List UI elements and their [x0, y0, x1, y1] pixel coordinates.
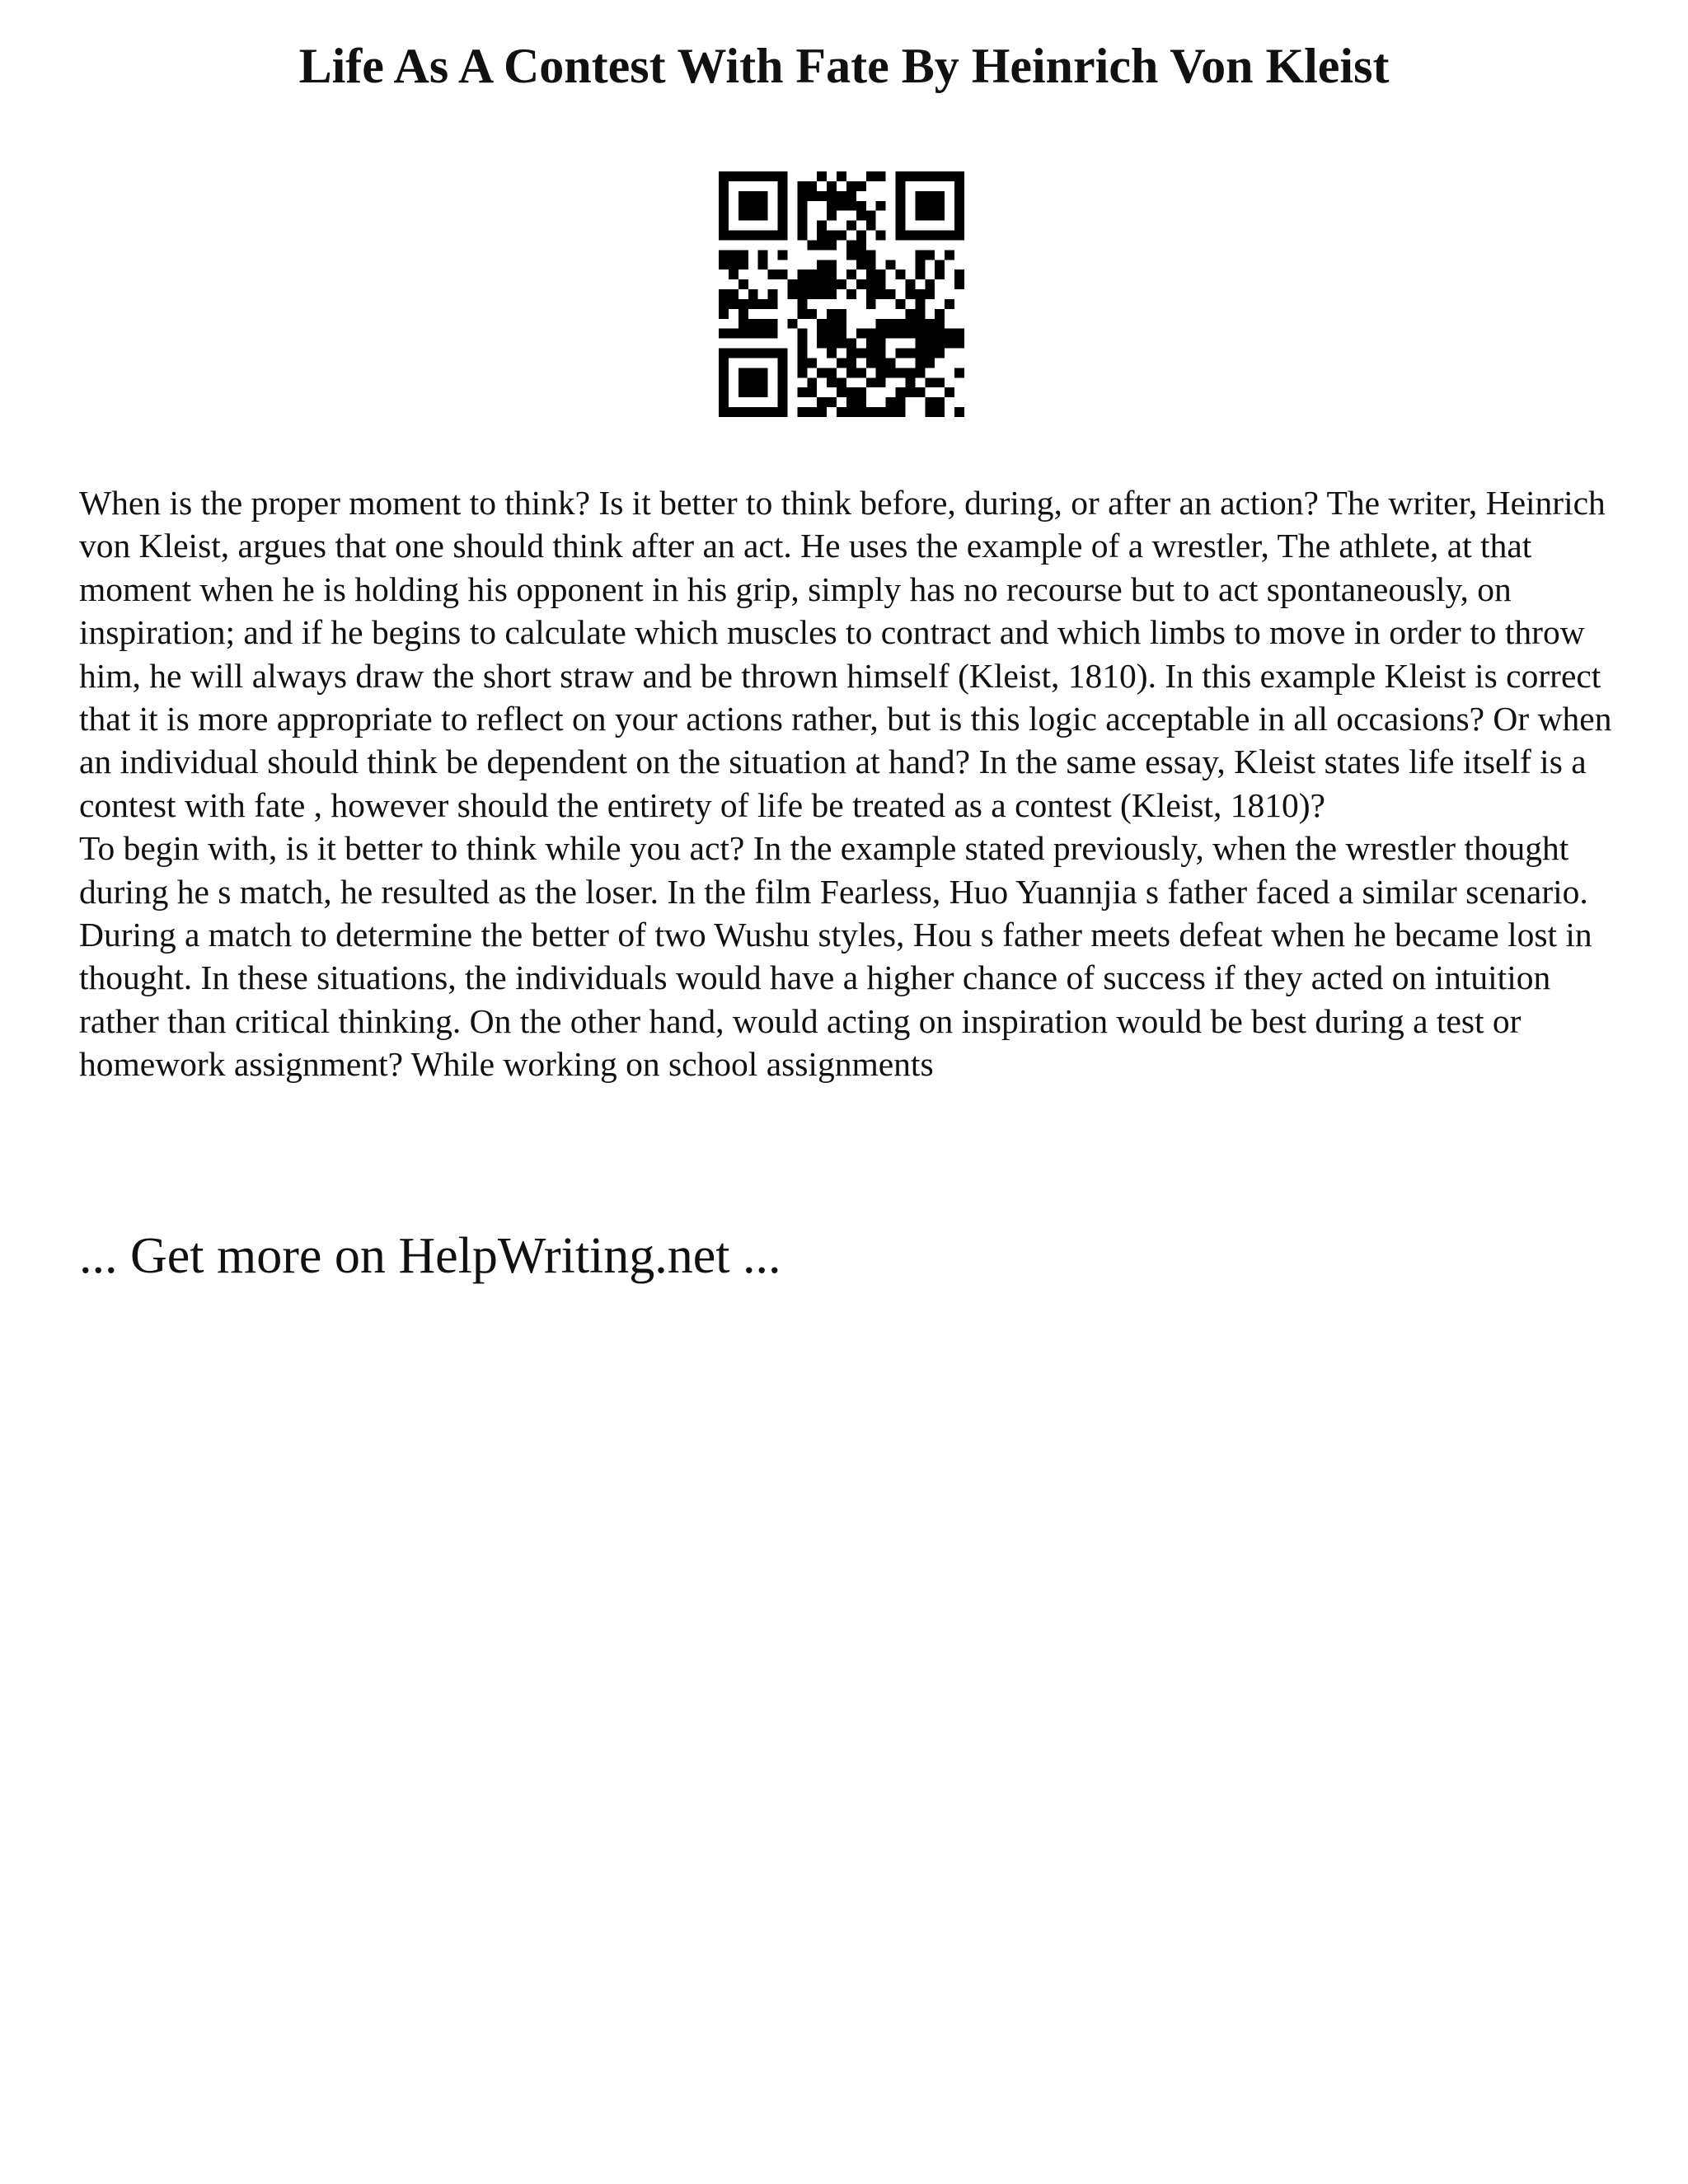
get-more-link[interactable]: ... Get more on HelpWriting.net ... [79, 1228, 781, 1284]
qr-code-icon[interactable] [719, 171, 964, 417]
body-paragraph-1: When is the proper moment to think? Is it better to think before, during, or after an action? The writer, Heinrich von Kleist, argues that one should think after an act. He uses the example of a wrestler, The athlete, at that moment when he is holding his opponent in his grip, simply has no recourse but to act spontaneously, on inspiration; and if he begins to calculate which muscles to contract and which limbs to move in order to throw him, he will always draw the short straw and be thrown himself (Kleist, 1810). In this example Kleist is correct that it is more appropriate to reflect on your actions rather, but is this logic acceptable in all occasions? Or when an individual should think be dependent on the situation at hand? In the same essay, Kleist states life itself is a contest with fate , however should the entirety of life be treated as a contest (Kleist, 1810)? [79, 484, 1612, 824]
document-body [79, 481, 1629, 1086]
document-title: Life As A Contest With Fate By Heinrich Von Kleist [298, 39, 1390, 93]
body-paragraph-2: To begin with, is it better to think while you act? In the example stated previously, when the wrestler thought during he s match, he resulted as the loser. In the film Fearless, Huo Yuannjia s father faced a similar scenario. During a match to determine the better of two Wushu styles, Hou s father meets defeat when he became lost in thought. In these situations, the individuals would have a higher chance of success if they acted on intuition rather than critical thinking. On the other hand, would acting on inspiration would be best during a test or homework assignment? While working on school assignments [79, 829, 1592, 1084]
